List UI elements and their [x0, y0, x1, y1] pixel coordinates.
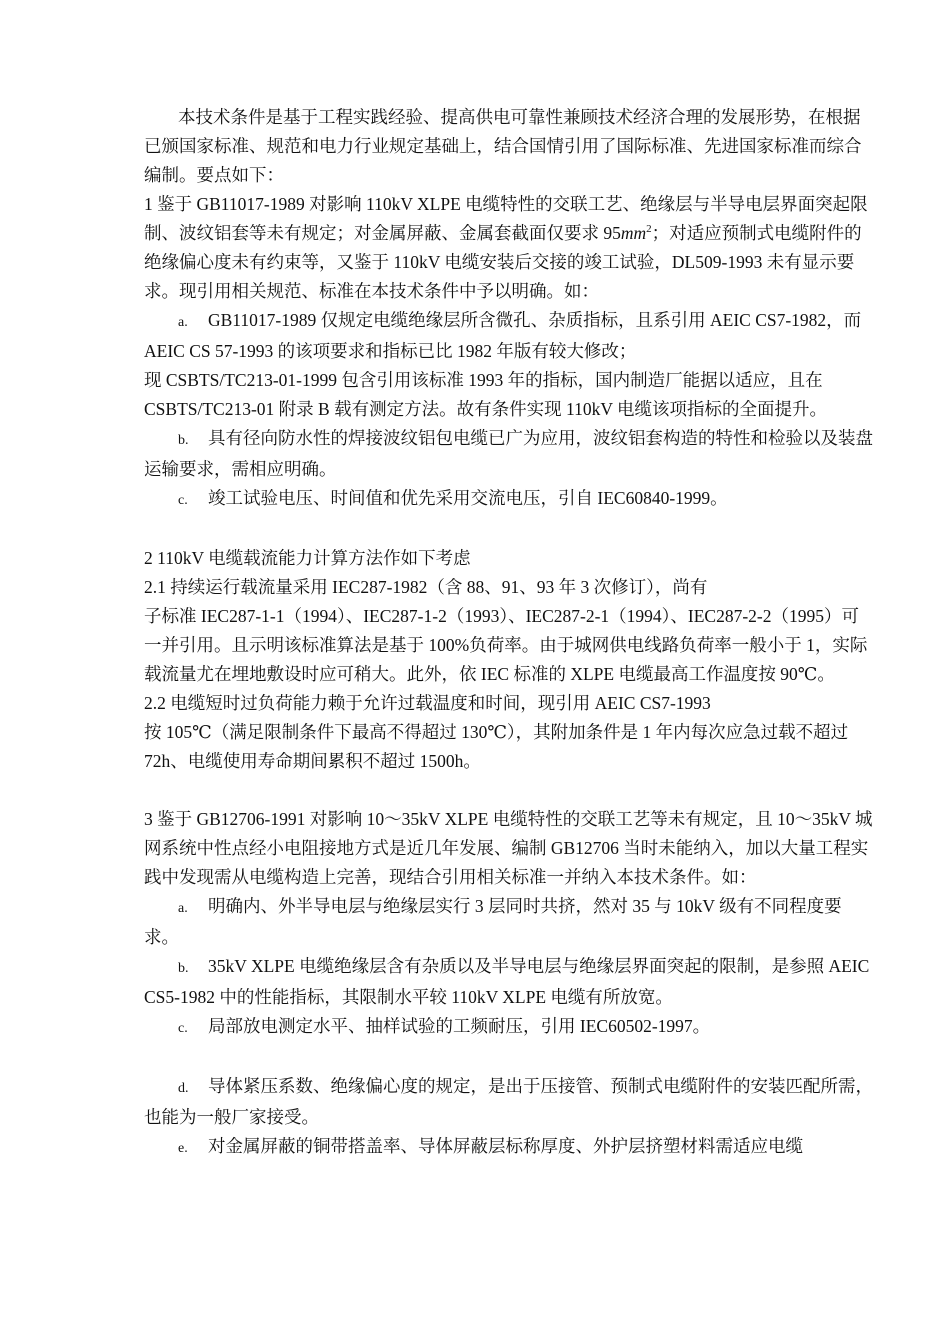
intro-paragraph: 本技术条件是基于工程实践经验、提高供电可靠性兼顾技术经济合理的发展形势，在根据已颁国家标准、规范和电力行业规定基础上，结合国情引用了国际标准、先进国家标准而综合编制。要点如下：	[144, 107, 862, 185]
section-3-paragraph: 3 鉴于 GB12706-1991 对影响 10～35kV XLPE 电缆特性的交联工艺等未有规定，且 10～35kV 城网系统中性点经小电阻接地方式是近几年发展、编制 GB12706 当时未能纳入，加以大量工程实践中发现需从电缆构造上完善，现结合引用相关标准一并纳入本技术条件。如：	[144, 809, 873, 887]
paragraph-gap	[144, 1043, 876, 1072]
list-item-text: 35kV XLPE 电缆绝缘层含有杂质以及半导电层与绝缘层界面突起的限制，是参照 AEIC CS5-1982 中的性能指标，其限制水平较 110kV XLPE 电缆有所放宽。	[144, 956, 870, 1007]
unit-mm: mm	[620, 223, 647, 243]
list-marker: e.	[178, 1141, 188, 1156]
list-item-text: GB11017-1989 仅规定电缆绝缘层所含微孔、杂质指标，且系引用 AEIC CS7-1982，而 AEIC CS 57-1993 的该项要求和指标已比 1982 年版有较大修改；	[144, 310, 862, 361]
list-item-1c	[144, 484, 876, 515]
list-item-text: 局部放电测定水平、抽样试验的工频耐压，引用 IEC60502-1997。	[208, 1016, 711, 1036]
section-1-text-pre: 1 鉴于 GB11017-1989 对影响 110kV XLPE 电缆特性的交联工艺、绝缘层与半导电层界面突起限制、波纹铝套等未有规定；对金属屏蔽、金属套截面仅要求 95	[144, 194, 868, 243]
list-item-3e	[144, 1132, 876, 1163]
section-1-text-post: ；对适应预制式电缆附件的绝缘偏心度未有约束等，又鉴于 110kV 电缆安装后交接的竣工试验，DL509-1993 未有显示要求。现引用相关规范、标准在本技术条件中予以明确。如：	[144, 223, 862, 301]
list-item-1a	[144, 306, 876, 366]
section-2-1-head: 2.1 持续运行载流量采用 IEC287-1982（含 88、91、93 年 3 次修订），尚有	[144, 577, 708, 597]
list-item-text: 具有径向防水性的焊接波纹铝包电缆已广为应用，波纹铝套构造的特性和检验以及装盘运输要求，需相应明确。	[144, 428, 873, 479]
list-marker: c.	[178, 493, 188, 508]
section-2-title: 2 110kV 电缆载流能力计算方法作如下考虑	[144, 548, 471, 568]
list-marker: b.	[178, 433, 189, 448]
list-item-text: 竣工试验电压、时间值和优先采用交流电压，引自 IEC60840-1999。	[208, 488, 728, 508]
list-item-3a	[144, 892, 876, 952]
document-body	[144, 103, 876, 1163]
list-marker: d.	[178, 1081, 189, 1096]
list-item-3d	[144, 1072, 876, 1132]
list-marker: a.	[178, 901, 188, 916]
paragraph-gap	[144, 515, 876, 544]
section-2-2-body: 按 105℃（满足限制条件下最高不得超过 130℃），其附加条件是 1 年内每次应急过载不超过 72h、电缆使用寿命期间累积不超过 1500h。	[144, 722, 849, 771]
list-item-3c	[144, 1012, 876, 1043]
list-item-3b	[144, 952, 876, 1012]
paragraph-gap	[144, 776, 876, 805]
list-marker: a.	[178, 315, 188, 330]
section-2-1-body: 子标准 IEC287-1-1（1994）、IEC287-1-2（1993）、IEC287-2-1（1994）、IEC287-2-2（1995）可一并引用。且示明该标准算法是基于 100%负荷率。由于城网供电线路负荷率一般小于 1，实际载流量尤在埋地敷设时应可稍大。此外，依 IEC 标准的 XLPE 电缆最高工作温度按 90℃。	[144, 606, 868, 684]
unit-superscript: 2	[646, 223, 652, 236]
list-item-text: 导体紧压系数、绝缘偏心度的规定，是出于压接管、预制式电缆附件的安装匹配所需，也能为一般厂家接受。	[144, 1076, 873, 1127]
list-marker: c.	[178, 1021, 188, 1036]
section-1-paragraph	[144, 190, 876, 306]
list-marker: b.	[178, 961, 189, 976]
list-item-1b	[144, 424, 876, 484]
list-item-text: 明确内、外半导电层与绝缘层实行 3 层同时共挤，然对 35 与 10kV 级有不同程度要求。	[144, 896, 842, 947]
section-2-2-head: 2.2 电缆短时过负荷能力赖于允许过载温度和时间，现引用 AEIC CS7-1993	[144, 693, 711, 713]
list-item-text: 对金属屏蔽的铜带搭盖率、导体屏蔽层标称厚度、外护层挤塑材料需适应电缆	[208, 1136, 803, 1156]
list-item-1a-continuation: 现 CSBTS/TC213-01-1999 包含引用该标准 1993 年的指标，国内制造厂能据以适应，且在 CSBTS/TC213-01 附录 B 载有测定方法。故有条件实现 110kV 电缆该项指标的全面提升。	[144, 370, 828, 419]
